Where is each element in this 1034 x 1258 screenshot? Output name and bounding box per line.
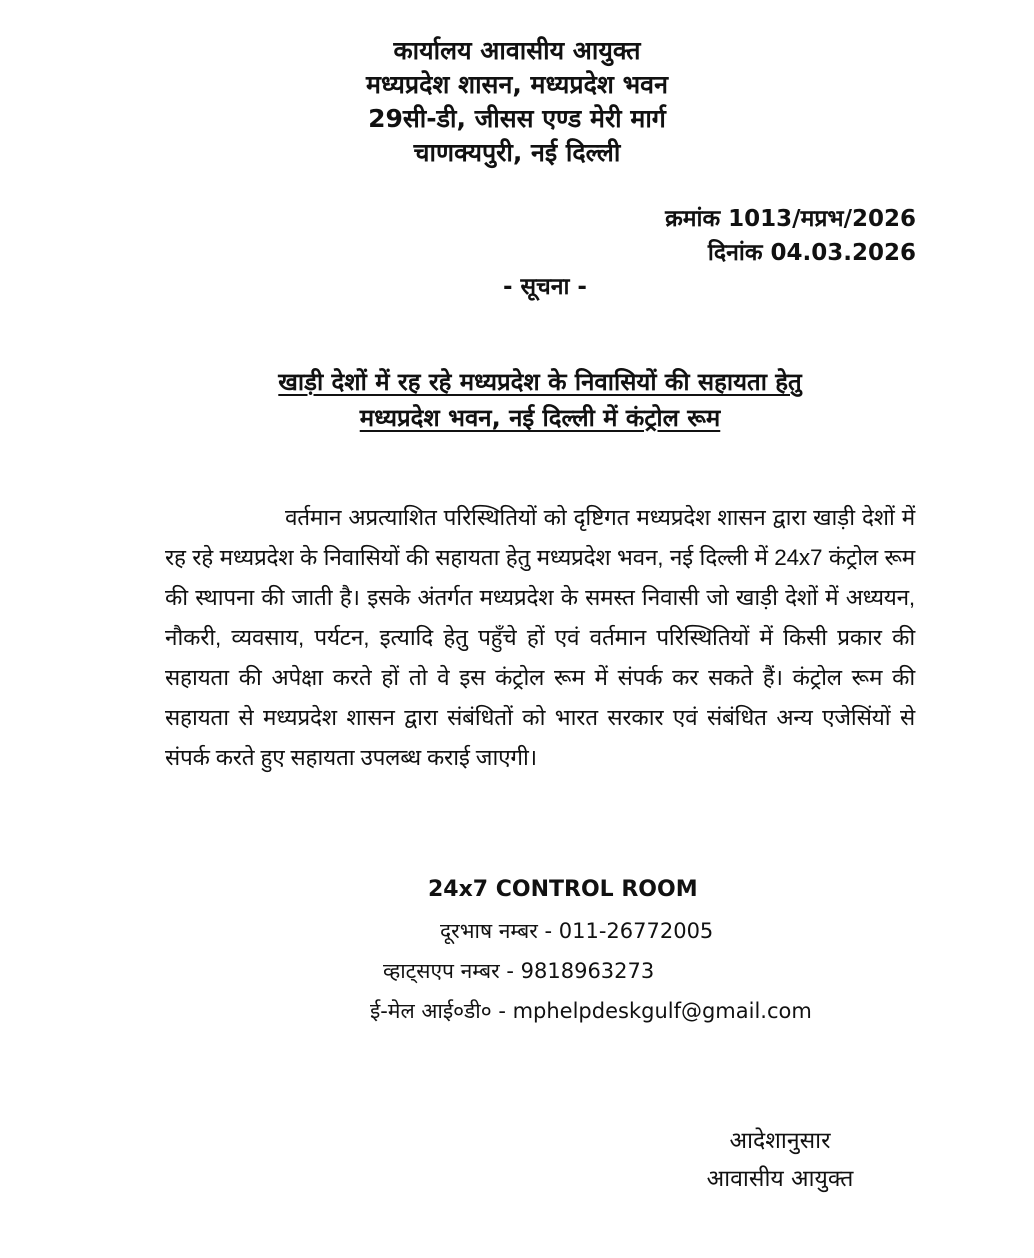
subject-heading [150,364,930,436]
whatsapp-number: व्हाट्सएप नम्बर - 9818963273 [383,959,655,983]
subject-line-1: खाड़ी देशों में रह रहे मध्यप्रदेश के निवासियों की सहायता हेतु [278,368,802,396]
phone-number: दूरभाष नम्बर - 011-26772005 [440,919,714,943]
notice-body: वर्तमान अप्रत्याशित परिस्थितियों को दृष्टिगत मध्यप्रदेश शासन द्वारा खाड़ी देशों में रह रहे मध्यप्रदेश के निवासियों की सहायता हेतु मध्यप्रदेश भवन, नई दिल्ली में 24x7 कंट्रोल रूम की स्थापना की जाती है। इसके अंतर्गत मध्यप्रदेश के समस्त निवासी जो खाड़ी देशों में अध्ययन, नौकरी, व्यवसाय, पर्यटन, इत्यादि हेतु पहुँचे हों एवं वर्तमान परिस्थितियों में किसी प्रकार की सहायता की अपेक्षा करते हों तो वे इस कंट्रोल रूम में संपर्क कर सकते हैं। कंट्रोल रूम की सहायता से मध्यप्रदेश शासन द्वारा संबंधितों को भारत सरकार एवं संबंधित अन्य एजेसिंयों से संपर्क करते हुए सहायता उपलब्ध कराई जाएगी। [165,505,915,770]
office-city: चाणक्यपुरी, नई दिल्ली [413,138,621,167]
email-id: ई-मेल आई०डी० - mphelpdeskgulf@gmail.com [370,999,812,1023]
reference-number: क्रमांक 1013/मप्रभ/2026 [665,206,916,232]
notice-heading: - सूचना - [503,274,587,300]
reference-date: दिनांक 04.03.2026 [707,240,916,266]
office-address: 29सी-डी, जीसस एण्ड मेरी मार्ग [368,104,666,133]
signature-by-order: आदेशानुसार [729,1128,831,1154]
subject-line-2: मध्यप्रदेश भवन, नई दिल्ली में कंट्रोल रूम [359,404,721,432]
office-header [0,34,1034,170]
signature-block [690,1122,870,1198]
signature-designation: आवासीय आयुक्त [706,1166,854,1192]
control-room-title: 24x7 CONTROL ROOM [428,877,698,902]
reference-block [665,202,916,270]
office-name: कार्यालय आवासीय आयुक्त [393,36,641,65]
office-government: मध्यप्रदेश शासन, मध्यप्रदेश भवन [366,70,668,99]
